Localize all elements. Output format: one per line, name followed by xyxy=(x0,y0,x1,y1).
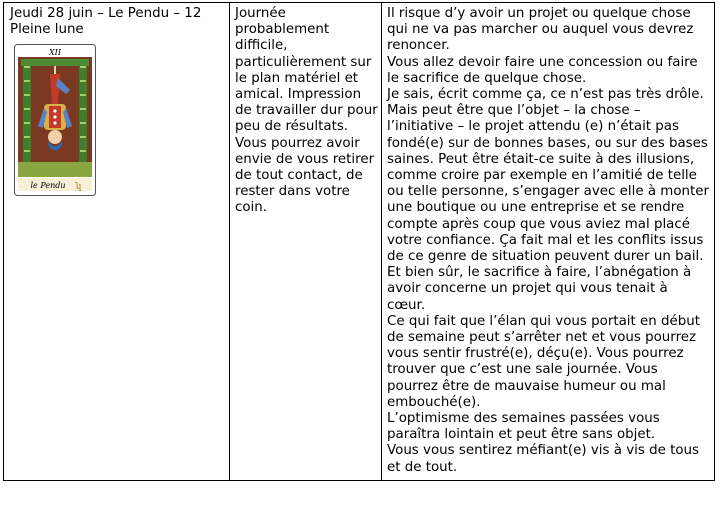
tarot-card-le-pendu-icon xyxy=(14,44,96,196)
description-cell xyxy=(382,3,715,481)
paragraph: Mais peut être que l’objet – la chose – l’initiative – le projet attendu (e) n’était pas fondé(e) sur de bonnes bases, ou sur des bases saines. Peut être était-ce suite à des illusions, comme croire par exemple en l’amitié de telle ou telle personne, s’engager avec elle à monter une boutique ou une entreprise et se rendre compte après coup que vous aviez mal placé votre confiance. Ça fait mal et les conflits issus de ce genre de situation peuvent durer un bail. xyxy=(387,103,710,265)
paragraph: Ce qui fait que l’élan qui vous portait en début de semaine peut s’arrêter net et vous pourrez vous sentir frustré(e), déçu(e). Vous pourrez trouver que c’est une sale journée. Vous pourrez être de mauvaise humeur ou mal embouché(e). xyxy=(387,313,700,410)
date-cell xyxy=(4,3,230,481)
summary-cell xyxy=(230,3,382,481)
paragraph: Il risque d’y avoir un projet ou quelque chose qui ne va pas marcher ou auquel vous devrez renoncer. xyxy=(387,6,694,54)
card-name: le Pendu xyxy=(30,181,66,191)
card-numeral: XII xyxy=(48,48,62,58)
paragraph: Je sais, écrit comme ça, ce n’est pas très drôle. xyxy=(387,87,704,103)
summary-text: Journée probablement difficile, particulièrement sur le plan matériel et amical. Impression de travailler dur pour peu de résultats. Vous pourrez avoir envie de vous retirer de tout contact, de rester dans votre coin. xyxy=(235,6,378,216)
paragraph: Vous vous sentirez méfiant(e) vis à vis de tous et de tout. xyxy=(387,443,699,475)
svg-text:ʮ: ʮ xyxy=(74,182,82,193)
horoscope-table xyxy=(3,2,715,481)
paragraph: Vous allez devoir faire une concession ou faire le sacrifice de quelque chose. xyxy=(387,54,698,86)
paragraph: L’optimisme des semaines passées vous paraîtra lointain et peut être sans objet. xyxy=(387,411,660,443)
date-line: Jeudi 28 juin – Le Pendu – 12 xyxy=(10,6,202,21)
table-row xyxy=(4,3,715,481)
paragraph: Et bien sûr, le sacrifice à faire, l’abnégation à avoir concerne un projet qui vous tenait à cœur. xyxy=(387,265,692,313)
moon-phase: Pleine lune xyxy=(10,22,84,38)
